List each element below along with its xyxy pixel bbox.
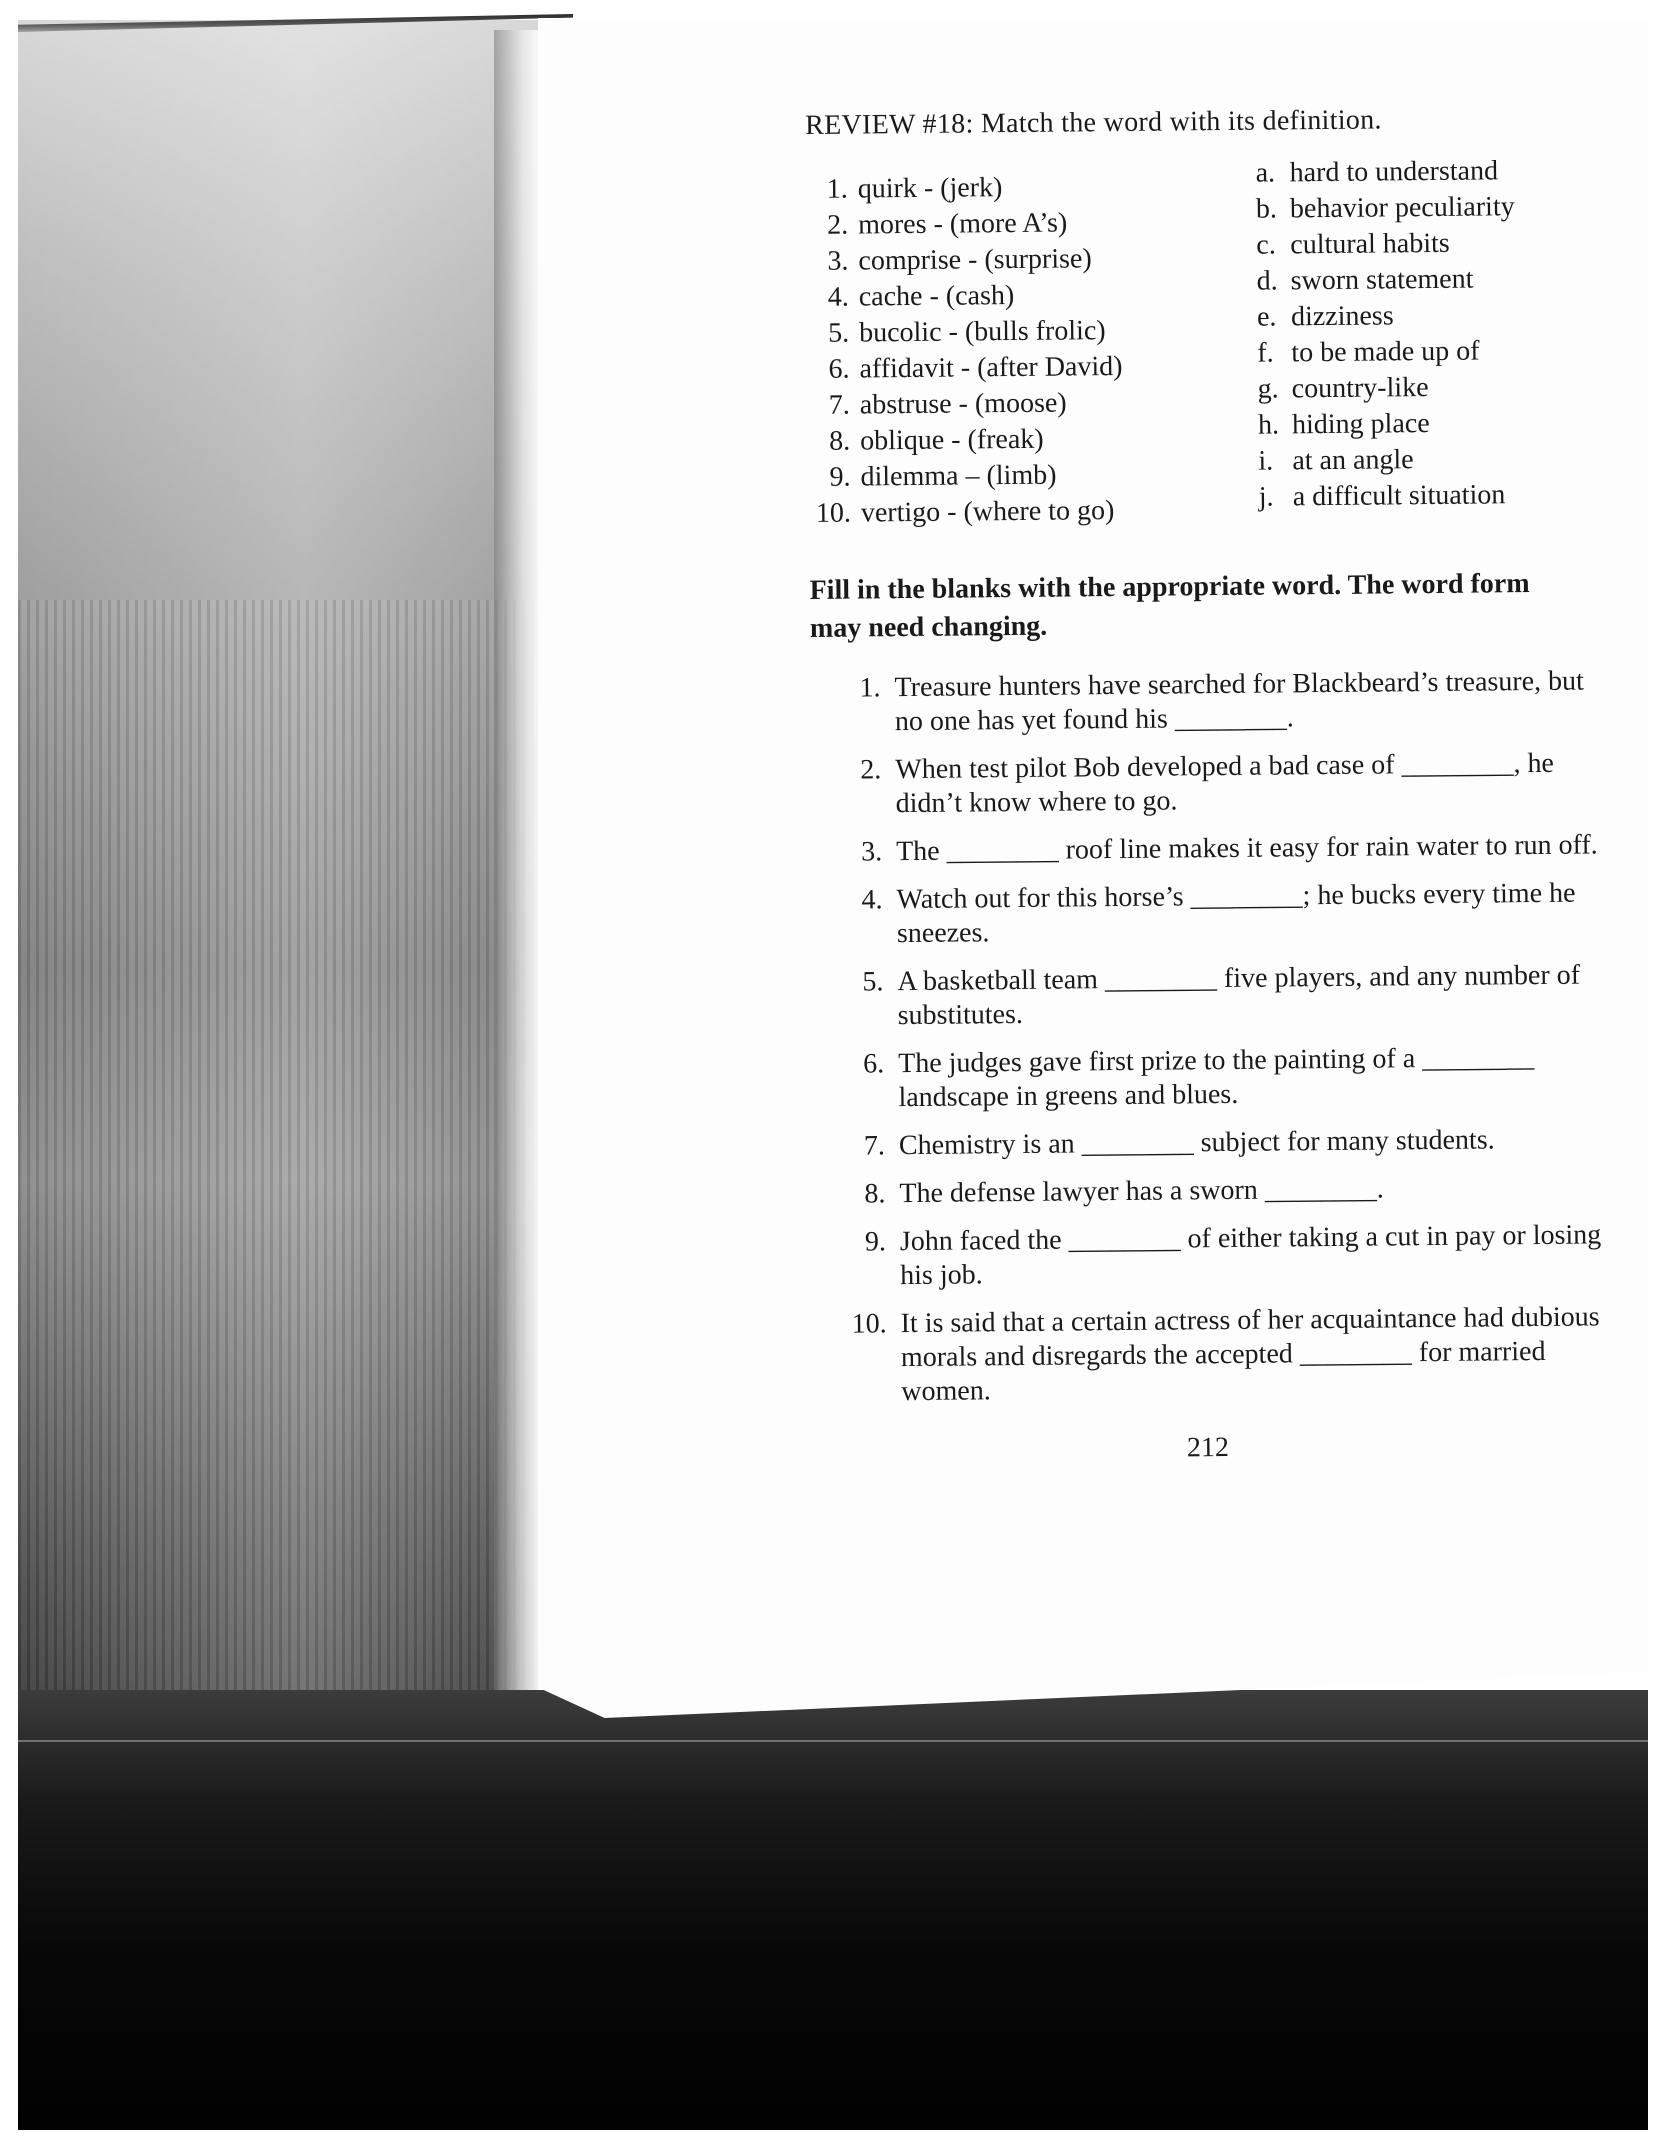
definition-letter: d. <box>1256 265 1278 297</box>
sentence-item <box>846 1300 1637 1410</box>
sentence-item <box>845 1122 1635 1164</box>
definition-text: a difficult situation <box>1292 479 1506 513</box>
term-list <box>806 168 1239 532</box>
term-item <box>808 456 1238 496</box>
definition-letter: a. <box>1255 157 1276 189</box>
definition-letter: i. <box>1258 445 1274 477</box>
term-number: 7. <box>828 389 850 421</box>
term-text: dilemma – (limb) <box>860 459 1057 493</box>
definition-letter: f. <box>1257 337 1274 369</box>
term-text: oblique - (freak) <box>860 423 1044 457</box>
definition-item <box>1256 189 1586 228</box>
matching-section <box>806 155 1589 532</box>
term-text: abstruse - (moose) <box>859 387 1067 421</box>
sentence-text: Treasure hunters have searched for Blackbeard’s treasure, but no one has yet found his ________. <box>894 665 1585 738</box>
term-number: 3. <box>827 245 849 277</box>
definition-letter: c. <box>1256 229 1276 261</box>
sentence-text: The ________ roof line makes it easy for rain water to run off. <box>895 829 1598 868</box>
definition-text: hard to understand <box>1289 155 1499 189</box>
term-item <box>807 276 1237 316</box>
term-number: 1. <box>826 173 848 205</box>
term-text: mores - (more A’s) <box>857 207 1068 241</box>
term-number: 5. <box>827 317 850 349</box>
sentence-number: 4. <box>861 884 883 916</box>
definition-letter: j. <box>1258 481 1274 513</box>
sentence-text: The judges gave first prize to the painting of a ________ landscape in greens and blues. <box>898 1042 1535 1114</box>
sentence-number: 7. <box>863 1130 886 1162</box>
sentence-number: 5. <box>862 966 884 998</box>
term-text: comprise - (surprise) <box>858 243 1092 277</box>
definition-letter: g. <box>1257 373 1279 405</box>
term-item <box>808 384 1238 424</box>
sentence-item <box>842 876 1633 952</box>
fill-in-instructions: Fill in the blanks with the appropriate word. The word form may need changing. <box>809 568 1530 644</box>
term-item <box>809 492 1239 532</box>
definition-text: behavior peculiarity <box>1289 191 1515 225</box>
term-text: bucolic - (bulls frolic) <box>858 315 1106 349</box>
page-edge-shadow <box>494 30 542 1690</box>
sentence-number: 2. <box>860 754 882 786</box>
sentence-item <box>844 1040 1635 1116</box>
term-item <box>806 204 1236 244</box>
term-item <box>808 420 1238 460</box>
sentence-text: Watch out for this horse’s ________; he bucks every time he sneezes. <box>896 877 1576 950</box>
definition-item <box>1255 153 1585 192</box>
definition-text: sworn statement <box>1290 263 1474 297</box>
term-text: affidavit - (after David) <box>859 350 1123 385</box>
sentence-item <box>842 828 1632 870</box>
term-number: 10. <box>815 497 852 529</box>
scanner-streaks <box>18 600 538 1700</box>
sentence-item <box>845 1170 1635 1212</box>
sentence-text: John faced the ________ of either taking a cut in pay or losing his job. <box>899 1219 1602 1292</box>
definition-item <box>1258 440 1588 479</box>
sentence-number: 8. <box>864 1178 886 1210</box>
scanner-bottom-shadow <box>18 1690 1648 2130</box>
definition-text: to be made up of <box>1291 335 1480 369</box>
sentence-number: 3. <box>860 836 883 868</box>
term-item <box>806 168 1236 208</box>
definition-item <box>1257 333 1587 372</box>
term-text: quirk - (jerk) <box>857 172 1003 205</box>
sentence-text: A basketball team ________ five players, and any number of substitutes. <box>897 959 1581 1032</box>
definition-letter: e. <box>1256 301 1277 333</box>
page-number: 212 <box>1186 1431 1230 1464</box>
sentence-number: 9. <box>864 1226 887 1258</box>
definition-item <box>1257 297 1587 336</box>
sentence-text: The defense lawyer has a sworn ________. <box>899 1173 1384 1210</box>
definition-text: at an angle <box>1292 444 1414 477</box>
definition-item <box>1256 225 1586 264</box>
sentence-text: It is said that a certain actress of her acquaintance had dubious morals and disregards the accepted ________ for married women. <box>900 1301 1600 1408</box>
term-item <box>807 348 1237 388</box>
definition-item <box>1256 261 1586 300</box>
scanner-line <box>18 1740 1648 1742</box>
definition-text: hiding place <box>1291 408 1430 441</box>
sentence-text: When test pilot Bob developed a bad case of ________, he didn’t know where to go. <box>895 747 1555 820</box>
sentence-number: 1. <box>859 672 881 704</box>
definition-item <box>1258 369 1588 408</box>
definition-letter: h. <box>1257 409 1280 441</box>
sentence-text: Chemistry is an ________ subject for many students. <box>898 1124 1495 1162</box>
sentence-number: 10. <box>851 1308 887 1340</box>
term-number: 8. <box>829 425 851 457</box>
term-item <box>806 240 1236 280</box>
term-number: 4. <box>827 281 849 313</box>
term-item <box>807 312 1237 352</box>
term-number: 2. <box>826 209 849 241</box>
worksheet-content <box>805 102 1638 1468</box>
definition-text: country-like <box>1291 372 1429 405</box>
definition-list <box>1255 153 1589 528</box>
sentence-item <box>840 664 1631 740</box>
definition-text: dizziness <box>1290 300 1394 333</box>
sentence-item <box>841 746 1632 822</box>
sentence-item <box>846 1218 1637 1294</box>
definition-item <box>1259 476 1589 515</box>
sentence-number: 6. <box>863 1048 885 1080</box>
definition-letter: b. <box>1255 193 1278 225</box>
term-text: vertigo - (where to go) <box>860 495 1115 529</box>
sentence-item <box>843 958 1634 1034</box>
term-number: 6. <box>828 353 850 385</box>
definition-item <box>1258 404 1588 443</box>
fill-in-list <box>810 664 1637 1410</box>
review-title: REVIEW #18: Match the word with its definition. <box>805 104 1382 141</box>
term-number: 9. <box>829 461 851 493</box>
term-text: cache - (cash) <box>858 280 1015 313</box>
definition-text: cultural habits <box>1290 227 1450 261</box>
